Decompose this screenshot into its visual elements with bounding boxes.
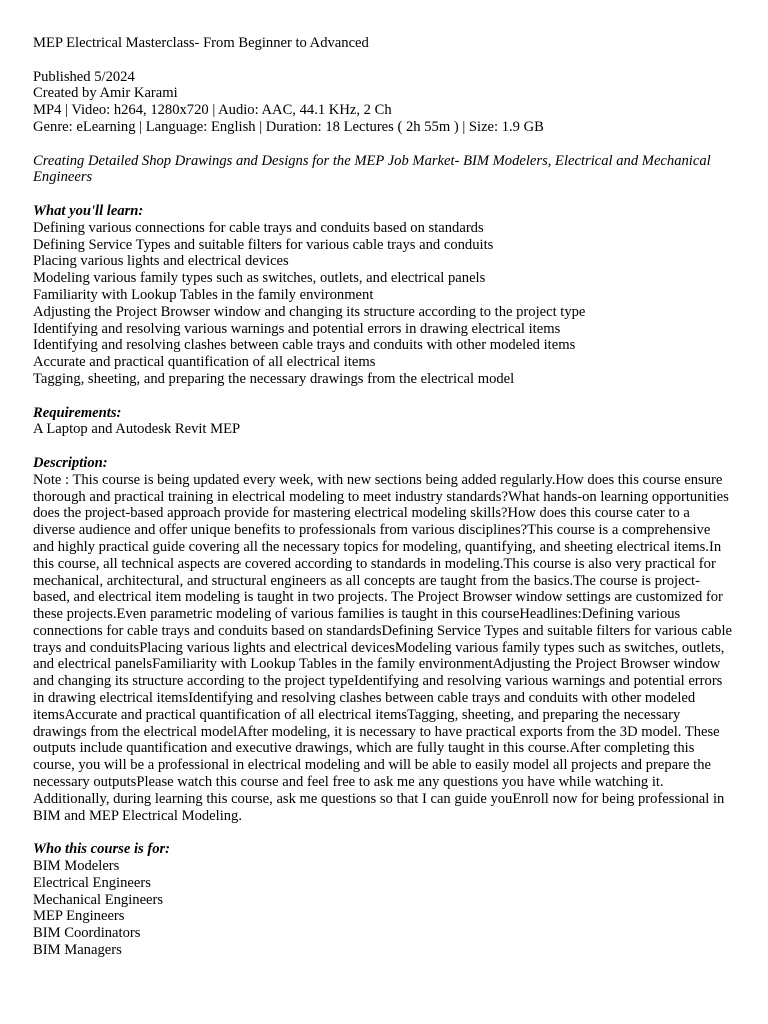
learn-heading: What you'll learn: (33, 202, 144, 219)
learn-item: Defining various connections for cable trays and conduits based on standards (33, 219, 484, 236)
requirement-item: A Laptop and Autodesk Revit MEP (33, 421, 241, 438)
genre-info: Genre: eLearning | Language: English | Duration: 18 Lectures ( 2h 55m ) | Size: 1.9 GB (33, 118, 544, 135)
audience-item: BIM Modelers (33, 858, 120, 875)
learn-list (33, 220, 733, 388)
published-date: Published 5/2024 (33, 68, 135, 85)
video-format: MP4 | Video: h264, 1280x720 | Audio: AAC, 44.1 KHz, 2 Ch (33, 102, 392, 119)
course-subtitle: Creating Detailed Shop Drawings and Designs for the MEP Job Market- BIM Modelers, Electrical and Mechanical Engineers (33, 152, 711, 186)
spacer (33, 136, 733, 153)
learn-item: Identifying and resolving various warnings and potential errors in drawing electrical items (33, 320, 561, 337)
spacer (33, 438, 733, 455)
requirements-list (33, 421, 733, 438)
audience-item: BIM Coordinators (33, 925, 141, 942)
learn-item: Tagging, sheeting, and preparing the necessary drawings from the electrical model (33, 370, 515, 387)
course-title: MEP Electrical Masterclass- From Beginner to Advanced (33, 35, 369, 51)
audience-item: BIM Managers (33, 942, 122, 959)
spacer (33, 824, 733, 841)
document-page (33, 35, 733, 959)
learn-item: Placing various lights and electrical devices (33, 253, 289, 270)
learn-item: Defining Service Types and suitable filters for various cable trays and conduits (33, 236, 494, 253)
learn-item: Modeling various family types such as switches, outlets, and electrical panels (33, 270, 486, 287)
audience-item: Electrical Engineers (33, 874, 151, 891)
spacer (33, 186, 733, 203)
description-heading: Description: (33, 454, 108, 471)
audience-item: Mechanical Engineers (33, 891, 164, 908)
audience-list (33, 858, 733, 959)
author: Created by Amir Karami (33, 85, 178, 102)
learn-item: Adjusting the Project Browser window and changing its structure according to the project type (33, 303, 586, 320)
description-text: Note : This course is being updated every week, with new sections being added regularly.How does this course ensure thorough and practical training in electrical modeling to meet industry standards?What hands-on learning opportunities does the project-based approach provide for mastering electrical modeling skills?How does this course cater to a diverse audience and offer unique benefits to professionals from various disciplines?This course is a comprehensive and highly practical guide covering all the necessary topics for modeling, quantifying, and sheeting electrical items.In this course, all technical aspects are covered according to standards in modeling.This course is also very practical for mechanical, architectural, and structural engineers as all concepts are taught from the basics.The course is project-based, and electrical item modeling is taught in two projects. The Project Browser window settings are customized for these projects.Even parametric modeling of various families is taught in this courseHeadlines:Defining various connections for cable trays and conduits based on standardsDefining Service Types and suitable filters for various cable trays and conduitsPlacing various lights and electrical devicesModeling various family types such as switches, outlets, and electrical panelsFamiliarity with Lookup Tables in the family environmentAdjusting the Project Browser window and changing its structure according to the project typeIdentifying and resolving various warnings and potential errors in drawing electrical itemsIdentifying and resolving clashes between cable trays and conduits with other modeled itemsAccurate and practical quantification of all electrical itemsTagging, sheeting, and preparing the necessary drawings from the electrical modelAfter modeling, it is necessary to have practical exports from the 3D model. These outputs include quantification and executive drawings, which are fully taught in this course.After completing this course, you will be a professional in electrical modeling and will be able to easily model all projects and prepare the necessary outputsPlease watch this course and feel free to ask me any questions you have while watching it. Additionally, during learning this course, ask me questions so that I can guide youEnroll now for being professional in BIM and MEP Electrical Modeling. (33, 471, 732, 824)
audience-item: MEP Engineers (33, 908, 125, 925)
learn-item: Identifying and resolving clashes between cable trays and conduits with other modeled items (33, 337, 576, 354)
requirements-heading: Requirements: (33, 404, 122, 421)
learn-item: Familiarity with Lookup Tables in the family environment (33, 286, 374, 303)
audience-heading: Who this course is for: (33, 841, 171, 858)
spacer (33, 388, 733, 405)
spacer (33, 52, 733, 69)
learn-item: Accurate and practical quantification of all electrical items (33, 354, 376, 371)
